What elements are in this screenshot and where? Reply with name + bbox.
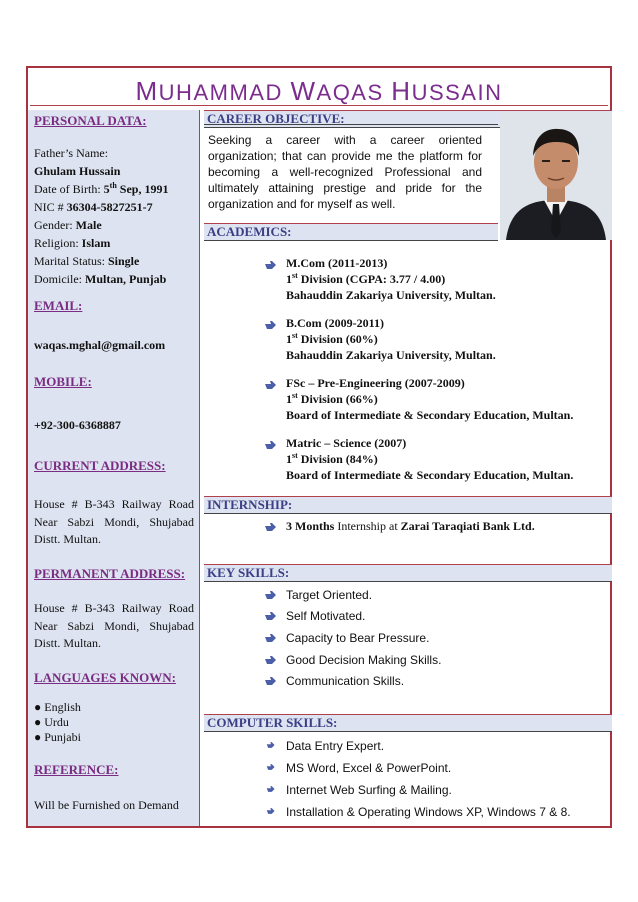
email-value: waqas.mghal@gmail.com	[34, 338, 166, 352]
pointing-hand-icon	[264, 438, 278, 452]
computer-skill-item: Data Entry Expert.	[286, 739, 385, 753]
academic-degree: B.Com (2009-2011)	[286, 316, 384, 330]
dob-row: Date of Birth: 5th Sep, 1991	[34, 181, 169, 196]
mobile-value: +92-300-6368887	[34, 418, 121, 432]
permanent-address-value: House # B-343 Railway Road Near Sabzi Mondi, Shujabad Distt. Multan.	[34, 601, 194, 650]
language-item: ● Punjabi	[34, 730, 81, 744]
current-address-heading: CURRENT ADDRESS:	[34, 458, 166, 473]
language-item: ● English	[34, 700, 81, 714]
internship-detail: 3 Months Internship at Zarai Taraqiati Bank Ltd.	[286, 519, 535, 533]
pointing-hand-icon	[266, 806, 276, 816]
profile-photo	[500, 112, 612, 240]
pointing-hand-icon	[264, 318, 278, 332]
internship-heading: INTERNSHIP:	[204, 496, 612, 514]
key-skill-item: Target Oriented.	[286, 588, 373, 602]
father-name: Ghulam Hussain	[34, 164, 121, 178]
key-skill-item: Communication Skills.	[286, 674, 405, 688]
academic-division: 1st Division (60%)	[286, 331, 378, 346]
academics-heading: ACADEMICS:	[204, 223, 498, 241]
personal-data-heading: PERSONAL DATA:	[34, 113, 147, 128]
language-item: ● Urdu	[34, 715, 69, 729]
career-objective-heading: CAREER OBJECTIVE:	[204, 110, 612, 128]
reference-heading: REFERENCE:	[34, 762, 119, 777]
pointing-hand-icon	[264, 631, 278, 645]
nic-row: NIC # 36304-5827251-7	[34, 200, 153, 214]
key-skill-item: Good Decision Making Skills.	[286, 653, 442, 667]
religion-row: Religion: Islam	[34, 236, 111, 250]
academic-institute: Bahauddin Zakariya University, Multan.	[286, 348, 496, 362]
resume-frame	[26, 66, 612, 828]
pointing-hand-icon	[264, 588, 278, 602]
pointing-hand-icon	[264, 258, 278, 272]
father-label: Father’s Name:	[34, 146, 109, 160]
computer-skill-item: Installation & Operating Windows XP, Windows 7 & 8.	[286, 805, 571, 819]
academic-institute: Board of Intermediate & Secondary Education, Multan.	[286, 408, 574, 422]
computer-skills-heading: COMPUTER SKILLS:	[204, 714, 612, 732]
pointing-hand-icon	[266, 740, 276, 750]
pointing-hand-icon	[264, 609, 278, 623]
email-heading: EMAIL:	[34, 298, 83, 313]
objective-rule	[204, 124, 498, 125]
pointing-hand-icon	[264, 653, 278, 667]
career-objective-text: Seeking a career with a career oriented organization; that can provide me the platform for becoming a well-recognized Professional and ultimately attaining prestige and pride for the organization and for myself as well.	[208, 133, 482, 211]
name-divider	[30, 105, 608, 106]
computer-skill-item: Internet Web Surfing & Mailing.	[286, 783, 452, 797]
academic-degree: M.Com (2011-2013)	[286, 256, 388, 270]
pointing-hand-icon	[264, 674, 278, 688]
academic-degree: Matric – Science (2007)	[286, 436, 407, 450]
person-portrait-icon	[500, 112, 612, 240]
key-skills-heading: KEY SKILLS:	[204, 564, 612, 582]
left-column	[28, 110, 200, 826]
candidate-name: MUHAMMAD WAQAS HUSSAIN	[135, 76, 503, 106]
permanent-address-heading: PERMANENT ADDRESS:	[34, 566, 186, 581]
marital-row: Marital Status: Single	[34, 254, 140, 268]
academic-division: 1st Division (84%)	[286, 451, 378, 466]
current-address-value: House # B-343 Railway Road Near Sabzi Mondi, Shujabad Distt. Multan.	[34, 497, 194, 546]
pointing-hand-icon	[266, 762, 276, 772]
languages-heading: LANGUAGES KNOWN:	[34, 670, 176, 685]
key-skill-item: Self Motivated.	[286, 609, 366, 623]
computer-skill-item: MS Word, Excel & PowerPoint.	[286, 761, 452, 775]
pointing-hand-icon	[266, 784, 276, 794]
domicile-row: Domicile: Multan, Punjab	[34, 272, 167, 286]
key-skill-item: Capacity to Bear Pressure.	[286, 631, 430, 645]
academic-division: 1st Division (CGPA: 3.77 / 4.00)	[286, 271, 446, 286]
mobile-heading: MOBILE:	[34, 374, 92, 389]
academic-institute: Bahauddin Zakariya University, Multan.	[286, 288, 496, 302]
pointing-hand-icon	[264, 378, 278, 392]
gender-row: Gender: Male	[34, 218, 102, 232]
reference-value: Will be Furnished on Demand	[34, 798, 179, 812]
pointing-hand-icon	[264, 520, 278, 534]
academic-institute: Board of Intermediate & Secondary Education, Multan.	[286, 468, 574, 482]
academic-degree: FSc – Pre-Engineering (2007-2009)	[286, 376, 465, 390]
academic-division: 1st Division (66%)	[286, 391, 378, 406]
